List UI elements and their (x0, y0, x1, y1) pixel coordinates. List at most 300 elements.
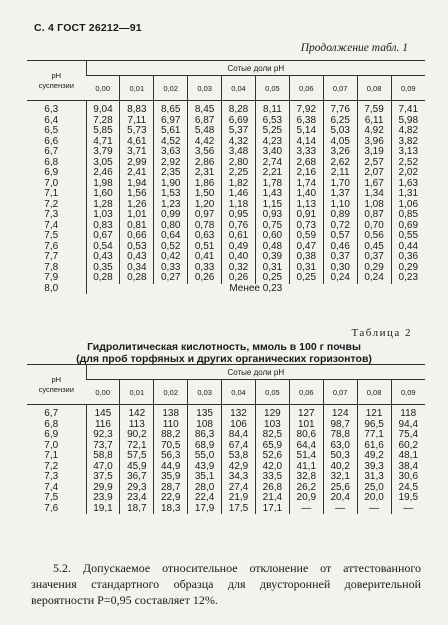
value-cell: 43,9 (188, 462, 222, 473)
value-cell: 34,3 (222, 472, 256, 483)
value-cell: 0,24 (357, 273, 391, 284)
column-header: 0,03 (188, 76, 222, 101)
ph-cell: 6,7 (44, 146, 59, 157)
column-header: 0,05 (255, 380, 289, 405)
group-header: Сотые доли pH (86, 365, 425, 380)
value-cell: 17,9 (188, 504, 222, 515)
value-cell: 116 (86, 420, 120, 431)
column-header: 0,08 (357, 76, 391, 101)
value-cell: 0,28 (120, 273, 154, 284)
value-cell: 0,55 (391, 231, 425, 242)
value-cell: 1,56 (120, 189, 154, 200)
value-cell: 0,33 (188, 263, 222, 274)
value-cell: 86,3 (188, 430, 222, 441)
paragraph-5-2: 5.2. Допускаемое относительное отклонение от аттестованного значения стандартного образца для двусторонней доверительной вероятности P=0,95 составляет 12%. (31, 561, 421, 607)
ph-cell: 6,5 (44, 125, 59, 136)
value-cell: 142 (120, 405, 154, 420)
column-header: 0,06 (289, 380, 323, 405)
value-cell: 94,4 (391, 420, 425, 431)
value-cell: 1,20 (188, 200, 222, 211)
value-cell: 65,9 (255, 441, 289, 452)
value-cell: — (357, 504, 391, 515)
ph-cell: 7,2 (44, 460, 59, 472)
value-cell: 42,9 (222, 462, 256, 473)
value-cell: 1,31 (391, 189, 425, 200)
value-cell: 19,1 (86, 504, 120, 515)
value-cell: 28,7 (154, 483, 188, 494)
value-cell: 0,76 (222, 221, 256, 232)
value-cell: 2,31 (188, 168, 222, 179)
value-cell: 2,11 (323, 168, 357, 179)
value-cell: 28,0 (188, 483, 222, 494)
column-header: 0,07 (323, 76, 357, 101)
value-cell: 4,82 (391, 126, 425, 137)
value-cell: 60,2 (391, 441, 425, 452)
value-cell: 21,9 (222, 493, 256, 504)
ph-cell: 7,0 (44, 439, 59, 451)
value-cell: 17,5 (222, 504, 256, 515)
value-cell: 118 (391, 405, 425, 420)
value-cell: 35,9 (154, 472, 188, 483)
value-cell: 58,8 (86, 451, 120, 462)
value-cell: 1,23 (154, 200, 188, 211)
value-cell: 7,41 (391, 101, 425, 116)
table-2-title: Гидролитическая кислотность, ммоль в 100 г почвы (для проб торфяных и других органических горизонтов) (76, 341, 372, 365)
value-cell: 0,67 (86, 231, 120, 242)
value-cell: 0,66 (120, 231, 154, 242)
value-cell: 0,54 (86, 242, 120, 253)
value-cell: 0,27 (154, 273, 188, 284)
value-cell: 48,1 (391, 451, 425, 462)
value-cell: 2,57 (357, 158, 391, 169)
value-cell: 6,11 (357, 116, 391, 127)
ph-cell: 6,6 (44, 135, 59, 147)
value-cell: 75,4 (391, 430, 425, 441)
ph-cell: 7,1 (44, 450, 59, 461)
table-row (27, 273, 425, 284)
value-cell: 82,5 (255, 430, 289, 441)
value-cell: 1,82 (222, 179, 256, 190)
ph-cell: 6,4 (44, 114, 59, 126)
value-cell: 3,40 (255, 147, 289, 158)
value-cell: 27,4 (222, 483, 256, 494)
value-cell: 24,5 (391, 483, 425, 494)
table-row (27, 252, 425, 263)
value-cell: 0,78 (188, 221, 222, 232)
value-cell: 5,98 (391, 116, 425, 127)
row-header: pH суспензии (27, 61, 86, 101)
merged-value-cell: Менее 0,23 (86, 284, 425, 295)
value-cell: 0,30 (323, 263, 357, 274)
value-cell: 17,1 (255, 504, 289, 515)
value-cell: 6,38 (289, 116, 323, 127)
value-cell: 0,44 (391, 242, 425, 253)
value-cell: 0,95 (222, 210, 256, 221)
column-header: 0,01 (120, 380, 154, 405)
value-cell: 0,49 (222, 242, 256, 253)
value-cell: 1,08 (357, 200, 391, 211)
ph-cell: 6,8 (44, 418, 59, 430)
value-cell: 0,31 (255, 263, 289, 274)
value-cell: 101 (289, 420, 323, 431)
ph-cell: 7,5 (44, 492, 59, 503)
value-cell: 0,52 (154, 242, 188, 253)
column-header: 0,05 (255, 76, 289, 101)
value-cell: 0,37 (323, 252, 357, 263)
column-header: 0,09 (391, 76, 425, 101)
value-cell: 3,33 (289, 147, 323, 158)
value-cell: 0,43 (86, 252, 120, 263)
value-cell: 1,50 (188, 189, 222, 200)
value-cell: 0,51 (188, 242, 222, 253)
value-cell: — (323, 504, 357, 515)
value-cell: 70,5 (154, 441, 188, 452)
value-cell: 8,83 (120, 101, 154, 116)
ph-cell: 7,2 (44, 198, 59, 210)
value-cell: 42,0 (255, 462, 289, 473)
value-cell: 88,2 (154, 430, 188, 441)
value-cell: 4,61 (120, 137, 154, 148)
value-cell: 0,75 (255, 221, 289, 232)
column-header: 0,02 (154, 76, 188, 101)
value-cell: 0,47 (289, 242, 323, 253)
column-header: 0,07 (323, 380, 357, 405)
value-cell: 8,11 (255, 101, 289, 116)
value-cell: 57,5 (120, 451, 154, 462)
column-header: 0,04 (222, 380, 256, 405)
column-header: 0,04 (222, 76, 256, 101)
value-cell: 127 (289, 405, 323, 420)
table-row (27, 472, 425, 483)
table-row (27, 189, 425, 200)
value-cell: 90,2 (120, 430, 154, 441)
value-cell: 51,4 (289, 451, 323, 462)
value-cell: 80,6 (289, 430, 323, 441)
value-cell: 38,4 (391, 462, 425, 473)
value-cell: 96,5 (357, 420, 391, 431)
value-cell: 0,63 (188, 231, 222, 242)
value-cell: 1,37 (323, 189, 357, 200)
value-cell: 37,5 (86, 472, 120, 483)
value-cell: 61,6 (357, 441, 391, 452)
value-cell: 1,53 (154, 189, 188, 200)
value-cell: 145 (86, 405, 120, 420)
value-cell: 22,4 (188, 493, 222, 504)
value-cell: 78,8 (323, 430, 357, 441)
ph-cell: 7,1 (44, 188, 59, 199)
value-cell: 0,46 (323, 242, 357, 253)
value-cell: 40,2 (323, 462, 357, 473)
value-cell: 0,35 (86, 263, 120, 274)
value-cell: 35,1 (188, 472, 222, 483)
value-cell: 8,45 (188, 101, 222, 116)
value-cell: 0,57 (323, 231, 357, 242)
value-cell: 3,71 (120, 147, 154, 158)
value-cell: 8,28 (222, 101, 256, 116)
value-cell: — (391, 504, 425, 515)
value-cell: 0,26 (188, 273, 222, 284)
value-cell: 0,72 (323, 221, 357, 232)
value-cell: 1,98 (86, 179, 120, 190)
column-header: 0,00 (86, 380, 120, 405)
page-header: С. 4 ГОСТ 26212—91 (34, 22, 142, 34)
value-cell: 121 (357, 405, 391, 420)
ph-cell: 7,9 (44, 272, 59, 283)
value-cell: 9,04 (86, 101, 120, 116)
row-header: pH суспензии (27, 365, 86, 405)
value-cell: 1,94 (120, 179, 154, 190)
value-cell: 1,60 (86, 189, 120, 200)
value-cell: 7,92 (289, 101, 323, 116)
value-cell: 67,4 (222, 441, 256, 452)
ph-cell: 7,8 (44, 261, 59, 273)
value-cell: 103 (255, 420, 289, 431)
value-cell: 1,43 (255, 189, 289, 200)
value-cell: 0,53 (120, 242, 154, 253)
column-header: 0,08 (357, 380, 391, 405)
value-cell: 0,41 (188, 252, 222, 263)
value-cell: 1,03 (86, 210, 120, 221)
value-cell: 3,26 (323, 147, 357, 158)
value-cell: 21,4 (255, 493, 289, 504)
value-cell: 31,3 (357, 472, 391, 483)
column-header: 0,03 (188, 380, 222, 405)
table-row (27, 405, 425, 420)
value-cell: 5,03 (323, 126, 357, 137)
value-cell: 84,4 (222, 430, 256, 441)
group-header: Сотые доли pH (86, 61, 425, 76)
value-cell: 7,59 (357, 101, 391, 116)
value-cell: 0,40 (222, 252, 256, 263)
value-cell: 1,63 (391, 179, 425, 190)
value-cell: 2,25 (222, 168, 256, 179)
value-cell: 3,48 (222, 147, 256, 158)
value-cell: 113 (120, 420, 154, 431)
value-cell: 26,8 (255, 483, 289, 494)
value-cell: 0,23 (391, 273, 425, 284)
ph-cell: 6,8 (44, 156, 59, 168)
value-cell: 25,0 (357, 483, 391, 494)
value-cell: 0,32 (222, 263, 256, 274)
column-header: 0,00 (86, 76, 120, 101)
value-cell: 1,70 (323, 179, 357, 190)
value-cell: 6,97 (154, 116, 188, 127)
value-cell: 0,25 (255, 273, 289, 284)
value-cell: 0,91 (289, 210, 323, 221)
value-cell: 3,63 (154, 147, 188, 158)
value-cell: 138 (154, 405, 188, 420)
value-cell: 22,9 (154, 493, 188, 504)
value-cell: 4,42 (188, 137, 222, 148)
value-cell: 3,82 (391, 137, 425, 148)
value-cell: 1,26 (120, 200, 154, 211)
column-header: 0,02 (154, 380, 188, 405)
value-cell: 3,79 (86, 147, 120, 158)
value-cell: 4,05 (323, 137, 357, 148)
value-cell: 5,37 (222, 126, 256, 137)
value-cell: 0,69 (391, 221, 425, 232)
value-cell: 0,43 (120, 252, 154, 263)
value-cell: 0,48 (255, 242, 289, 253)
value-cell: 19,5 (391, 493, 425, 504)
value-cell: 5,14 (289, 126, 323, 137)
ph-cell: 7,7 (44, 251, 59, 262)
value-cell: 39,3 (357, 462, 391, 473)
value-cell: 4,32 (222, 137, 256, 148)
value-cell: 0,73 (289, 221, 323, 232)
value-cell: 6,69 (222, 116, 256, 127)
value-cell: 3,19 (357, 147, 391, 158)
value-cell: 0,85 (391, 210, 425, 221)
table-row (27, 504, 425, 515)
value-cell: 4,92 (357, 126, 391, 137)
value-cell: 124 (323, 405, 357, 420)
value-cell: 6,25 (323, 116, 357, 127)
value-cell: 2,35 (154, 168, 188, 179)
value-cell: 53,8 (222, 451, 256, 462)
value-cell: 0,70 (357, 221, 391, 232)
value-cell: 0,42 (154, 252, 188, 263)
value-cell: 44,9 (154, 462, 188, 473)
ph-cell: 7,0 (44, 177, 59, 189)
value-cell: 135 (188, 405, 222, 420)
value-cell: 7,11 (120, 116, 154, 127)
table-continuation-label: Продолжение табл. 1 (300, 42, 408, 54)
value-cell: 0,24 (323, 273, 357, 284)
value-cell: 68,9 (188, 441, 222, 452)
value-cell: 50,3 (323, 451, 357, 462)
value-cell: 1,86 (188, 179, 222, 190)
value-cell: 7,76 (323, 101, 357, 116)
value-cell: 2,68 (289, 158, 323, 169)
value-cell: 2,92 (154, 158, 188, 169)
value-cell: 0,29 (391, 263, 425, 274)
value-cell: 2,16 (289, 168, 323, 179)
table-row (27, 210, 425, 221)
value-cell: 18,7 (120, 504, 154, 515)
value-cell: 23,4 (120, 493, 154, 504)
value-cell: 2,21 (255, 168, 289, 179)
value-cell: 20,0 (357, 493, 391, 504)
value-cell: 0,80 (154, 221, 188, 232)
value-cell: 8,65 (154, 101, 188, 116)
value-cell: 2,02 (391, 168, 425, 179)
table-2 (27, 364, 425, 514)
ph-cell: 7,3 (44, 209, 59, 220)
value-cell: 6,53 (255, 116, 289, 127)
value-cell: 5,25 (255, 126, 289, 137)
table-2-label: Таблица 2 (351, 327, 412, 339)
table-row (27, 147, 425, 158)
value-cell: 41,1 (289, 462, 323, 473)
value-cell: 0,81 (120, 221, 154, 232)
value-cell: 0,93 (255, 210, 289, 221)
ph-cell: 7,5 (44, 230, 59, 241)
value-cell: 0,99 (154, 210, 188, 221)
value-cell: 0,59 (289, 231, 323, 242)
value-cell: 5,85 (86, 126, 120, 137)
value-cell: 1,06 (391, 200, 425, 211)
value-cell: 1,15 (255, 200, 289, 211)
value-cell: 4,71 (86, 137, 120, 148)
value-cell: 5,48 (188, 126, 222, 137)
value-cell: 55,0 (188, 451, 222, 462)
table-row (27, 430, 425, 441)
value-cell: 7,28 (86, 116, 120, 127)
value-cell: 4,23 (255, 137, 289, 148)
table-row (27, 231, 425, 242)
value-cell: 0,60 (255, 231, 289, 242)
value-cell: 56,3 (154, 451, 188, 462)
value-cell: 5,61 (154, 126, 188, 137)
value-cell: 132 (222, 405, 256, 420)
ph-cell: 6,9 (44, 167, 59, 178)
value-cell: 36,7 (120, 472, 154, 483)
ph-cell: 6,3 (44, 104, 59, 115)
value-cell: 64,4 (289, 441, 323, 452)
value-cell: 0,89 (323, 210, 357, 221)
table-row (27, 493, 425, 504)
value-cell: 20,4 (323, 493, 357, 504)
value-cell: 30,6 (391, 472, 425, 483)
value-cell: 0,31 (289, 263, 323, 274)
value-cell: 4,52 (154, 137, 188, 148)
value-cell: 3,05 (86, 158, 120, 169)
value-cell: 49,2 (357, 451, 391, 462)
value-cell: 2,41 (120, 168, 154, 179)
value-cell: 0,83 (86, 221, 120, 232)
value-cell: 1,18 (222, 200, 256, 211)
value-cell: 0,56 (357, 231, 391, 242)
value-cell: 1,34 (357, 189, 391, 200)
ph-cell: 7,6 (44, 240, 59, 252)
value-cell: 5,73 (120, 126, 154, 137)
value-cell: 0,45 (357, 242, 391, 253)
value-cell: 0,64 (154, 231, 188, 242)
value-cell: 1,28 (86, 200, 120, 211)
value-cell: 0,87 (357, 210, 391, 221)
value-cell: 2,80 (222, 158, 256, 169)
value-cell: 0,34 (120, 263, 154, 274)
value-cell: 47,0 (86, 462, 120, 473)
value-cell: 18,3 (154, 504, 188, 515)
value-cell: 33,5 (255, 472, 289, 483)
value-cell: 2,62 (323, 158, 357, 169)
ph-cell: 7,4 (44, 219, 59, 231)
value-cell: 20,9 (289, 493, 323, 504)
value-cell: 72,1 (120, 441, 154, 452)
value-cell: 1,90 (154, 179, 188, 190)
value-cell: 45,9 (120, 462, 154, 473)
table-row (27, 101, 425, 116)
value-cell: 32,8 (289, 472, 323, 483)
ph-cell: 6,9 (44, 429, 59, 440)
value-cell: 2,52 (391, 158, 425, 169)
column-header: 0,06 (289, 76, 323, 101)
value-cell: 25,6 (323, 483, 357, 494)
value-cell: 0,26 (222, 273, 256, 284)
value-cell: 98,7 (323, 420, 357, 431)
value-cell: 1,78 (255, 179, 289, 190)
table-row (27, 126, 425, 137)
value-cell: 32,1 (323, 472, 357, 483)
ph-cell: 6,7 (44, 408, 59, 419)
value-cell: 77,1 (357, 430, 391, 441)
value-cell: 0,37 (357, 252, 391, 263)
value-cell: 1,10 (323, 200, 357, 211)
value-cell: 0,36 (391, 252, 425, 263)
value-cell: 0,33 (154, 263, 188, 274)
